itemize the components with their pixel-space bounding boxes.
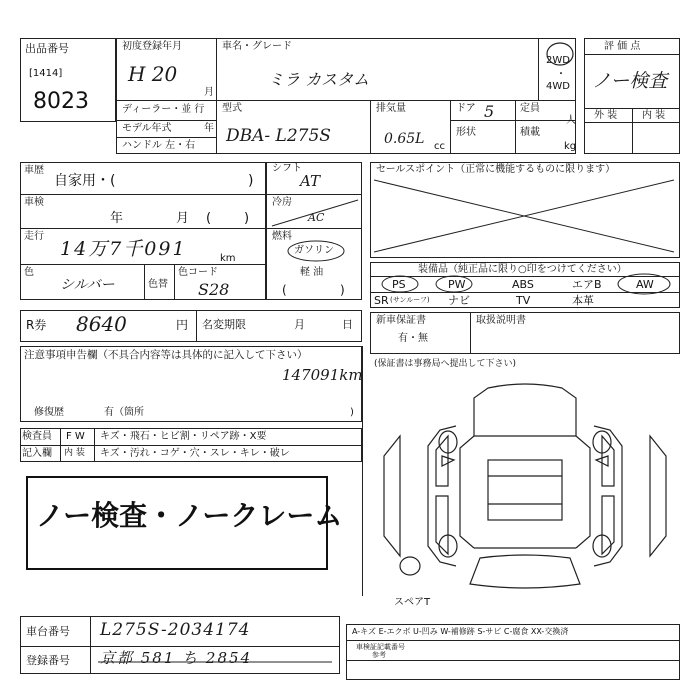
- fuel-gasoline: ガソリン: [294, 245, 334, 256]
- warranty-label: 新車保証書: [376, 315, 426, 326]
- sales-point-title: セールスポイント（正常に機能するものに限ります）: [376, 164, 616, 175]
- first-reg-value: H 20: [128, 62, 178, 86]
- r-ken-box: [20, 310, 362, 342]
- repair-label: 修復歴: [34, 407, 64, 418]
- history-paren-close: ): [248, 173, 254, 189]
- fw-items: キズ・飛石・ヒビ割・リペア跡・X要: [100, 431, 267, 442]
- interior-items: キズ・汚れ・コゲ・穴・スレ・キレ・破レ: [100, 448, 290, 459]
- shaken-label: 車検: [24, 197, 44, 208]
- chassis-value: L275S-2034174: [100, 620, 251, 640]
- circle-mark-icon: [540, 38, 576, 68]
- expiry-day: 日: [342, 318, 353, 331]
- shaken-paren-open: (: [206, 211, 212, 226]
- damage-legend: A-キズ E-エクボ U-凹み W-補修跡 S-サビ C-腐食 XX-交換済: [352, 627, 569, 636]
- fuel-circle-icon: [286, 238, 348, 264]
- shaken-year: 年: [110, 211, 124, 226]
- sales-point-cross-icon: [372, 176, 678, 256]
- inspector-label-2: 記入欄: [22, 448, 52, 459]
- color-code-label: 色コード: [178, 267, 218, 278]
- car-diagram: [370, 376, 680, 608]
- exterior-label: 外 装: [594, 110, 618, 121]
- doors-value: 5: [484, 102, 495, 121]
- load-label: 積載: [520, 127, 540, 138]
- shaken-paren-close: ): [244, 211, 250, 226]
- equip-leather: 本革: [572, 294, 594, 307]
- equipment-title: 装備品（純正品に限り○印をつけてください）: [418, 264, 627, 275]
- first-reg-label: 初度登録年月: [122, 41, 182, 52]
- r-ken-value: 8640: [76, 312, 127, 336]
- legend-sub-2: 参考: [372, 651, 386, 659]
- fuel-paren-close: ): [340, 283, 345, 297]
- lot-code: [1414]: [29, 68, 63, 79]
- drive-dot: ・: [556, 69, 566, 80]
- warranty-options: 有・無: [398, 333, 428, 344]
- repair-value: 有（箇所: [104, 407, 144, 418]
- reg-strike-icon: [96, 648, 336, 672]
- equip-tv: TV: [516, 294, 531, 307]
- load-unit: kg: [564, 141, 577, 152]
- rating-label: 評 価 点: [604, 41, 641, 52]
- equipment-marks-icon: [370, 262, 680, 308]
- capacity-label: 定員: [520, 103, 540, 114]
- spare-tire-label: スペアT: [394, 597, 431, 608]
- lot-label: 出品番号: [25, 42, 69, 55]
- fuel-paren-open: (: [282, 283, 287, 297]
- type-value: DBA- L275S: [226, 126, 331, 146]
- displacement-label: 排気量: [376, 103, 406, 114]
- equip-navi: ナビ: [448, 294, 470, 307]
- color-code-value: S28: [198, 280, 230, 299]
- color-label: 色: [24, 267, 34, 278]
- cc-unit: cc: [434, 141, 445, 152]
- first-reg-month: 月: [204, 87, 214, 98]
- color-change-label: 色替: [148, 279, 168, 290]
- no-claim-stamp: [26, 476, 343, 570]
- interior-label: 内 装: [642, 110, 666, 121]
- ac-label: 冷房: [272, 197, 292, 208]
- expiry-month: 月: [294, 318, 305, 331]
- equip-pw: PW: [448, 278, 466, 291]
- equip-sr: SR: [374, 294, 389, 307]
- capacity-unit: 人: [566, 115, 576, 126]
- mileage-value: 14万7千091: [60, 238, 187, 260]
- color-value: シルバー: [60, 277, 115, 293]
- history-label: 車歴: [24, 165, 44, 176]
- shift-label: シフト: [272, 163, 302, 174]
- fuel-diesel: 軽 油: [300, 267, 324, 278]
- legend-sub-1: 車検証記載番号: [356, 643, 405, 651]
- reg-label: 登録番号: [26, 654, 70, 667]
- ac-strike-icon: [268, 196, 360, 228]
- manual-label: 取扱説明書: [476, 315, 526, 326]
- rating-value: ノー検査: [592, 70, 668, 92]
- shaken-month: 月: [176, 211, 190, 226]
- drive-4wd: 4WD: [546, 81, 570, 92]
- type-label: 型式: [222, 103, 242, 114]
- lot-box: [20, 38, 116, 122]
- history-value: 自家用・(: [54, 173, 116, 189]
- r-ken-label: R券: [26, 318, 47, 332]
- equip-sunroof: (サンルーフ): [390, 296, 430, 304]
- no-claim-stamp-text: ノー検査・ノークレーム: [36, 499, 343, 532]
- notes-label: 注意事項申告欄（不具合内容等は具体的に記入して下さい）: [24, 349, 308, 361]
- displacement-value: 0.65L: [384, 131, 425, 147]
- interior-insp-label: 内 装: [64, 448, 85, 458]
- dealer-label: ディーラー・並 行: [122, 104, 205, 115]
- car-name-value: ミラ カスタム: [268, 70, 370, 89]
- equip-ps: PS: [392, 278, 406, 291]
- shape-label: 形状: [456, 127, 476, 138]
- inspector-label-1: 検査員: [22, 431, 52, 442]
- reg-value: 京都 581 ち 2854: [100, 649, 253, 667]
- model-year-label: モデル年式: [122, 123, 172, 134]
- handle-label: ハンドル 左・右: [122, 140, 196, 151]
- equip-aw: AW: [636, 278, 654, 291]
- fw-label: F W: [66, 431, 85, 442]
- expiry-label: 名変期限: [202, 318, 246, 331]
- shift-value: AT: [300, 172, 321, 190]
- km-unit: km: [220, 253, 236, 264]
- repair-paren-close: ): [350, 407, 354, 418]
- notes-value: 147091km: [282, 366, 363, 384]
- lot-number: 8023: [33, 89, 89, 114]
- ac-value: AC: [308, 211, 325, 224]
- drive-2wd: 2WD: [546, 55, 570, 66]
- equip-airbag: エアB: [572, 278, 602, 291]
- fuel-label: 燃料: [272, 231, 292, 242]
- warranty-note: (保証書は事務局へ提出して下さい): [374, 359, 517, 369]
- car-name-label: 車名・グレード: [222, 41, 292, 52]
- r-ken-yen: 円: [176, 318, 189, 332]
- model-year-suffix: 年: [204, 123, 214, 134]
- chassis-label: 車台番号: [26, 625, 70, 638]
- mileage-label: 走行: [24, 231, 44, 242]
- doors-label: ドア: [456, 103, 476, 114]
- equip-abs: ABS: [512, 278, 534, 291]
